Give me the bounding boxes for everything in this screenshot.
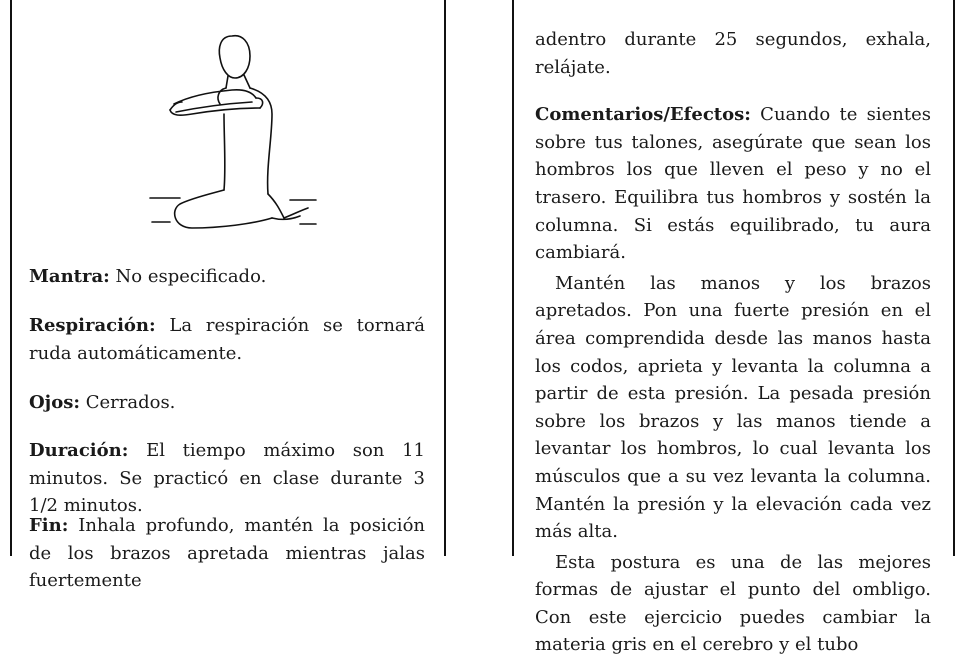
comentarios-label: Comentarios/Efectos: <box>535 104 751 126</box>
left-margin-rule <box>10 0 12 556</box>
field-fin <box>29 512 425 592</box>
paragraph-comentarios <box>535 101 931 267</box>
kneeling-figure-illustration <box>140 18 320 238</box>
field-text: Inhala profundo, mantén la posición de los brazos apretada mientras jalas fuertemente <box>29 515 425 592</box>
field-label: Respiración: <box>29 315 156 336</box>
field-text: El tiempo máximo son 11 minutos. Se practicó en clase durante 3 1/2 minutos. <box>29 440 425 517</box>
field-label: Mantra: <box>29 266 110 287</box>
field-label: Duración: <box>29 440 129 461</box>
center-rule-right <box>512 0 514 556</box>
center-rule-left <box>444 0 446 556</box>
comentarios-text: Cuando te sientes sobre tus talones, asegúrate que sean los hombros los que lleven el peso y no el trasero. Equilibra tus hombros y sostén la columna. Si estás equilibrado, tu aura cambiará. <box>535 104 931 264</box>
field-label: Ojos: <box>29 392 80 413</box>
field-ojos <box>29 389 425 417</box>
paragraph-ombligo: Esta postura es una de las mejores formas de ajustar el punto del ombligo. Con este ejercicio puedes cambiar la materia gris en el cerebro y el tubo <box>535 551 931 656</box>
field-text: Cerrados. <box>85 392 176 413</box>
field-text: La respiración se tornará ruda automáticamente. <box>29 315 425 364</box>
field-text: No especificado. <box>115 266 267 287</box>
paragraph-presion: Mantén las manos y los brazos apretados. Pon una fuerte presión en el área comprendida desde las manos hasta los codos, aprieta y levanta la columna a partir de esta presión. La pesada presión sobre los brazos y las manos tiende a levantar los hombros, lo cual levanta los músculos que a su vez levanta la columna. Mantén la presión y la elevación cada vez más alta. <box>535 272 931 543</box>
field-respiracion <box>29 312 425 367</box>
field-mantra <box>29 263 425 291</box>
field-duracion <box>29 437 425 520</box>
right-margin-rule <box>953 0 955 556</box>
field-label: Fin: <box>29 515 69 536</box>
right-column <box>535 26 931 656</box>
paragraph-continuation: adentro durante 25 segundos, exhala, relájate. <box>535 29 931 78</box>
